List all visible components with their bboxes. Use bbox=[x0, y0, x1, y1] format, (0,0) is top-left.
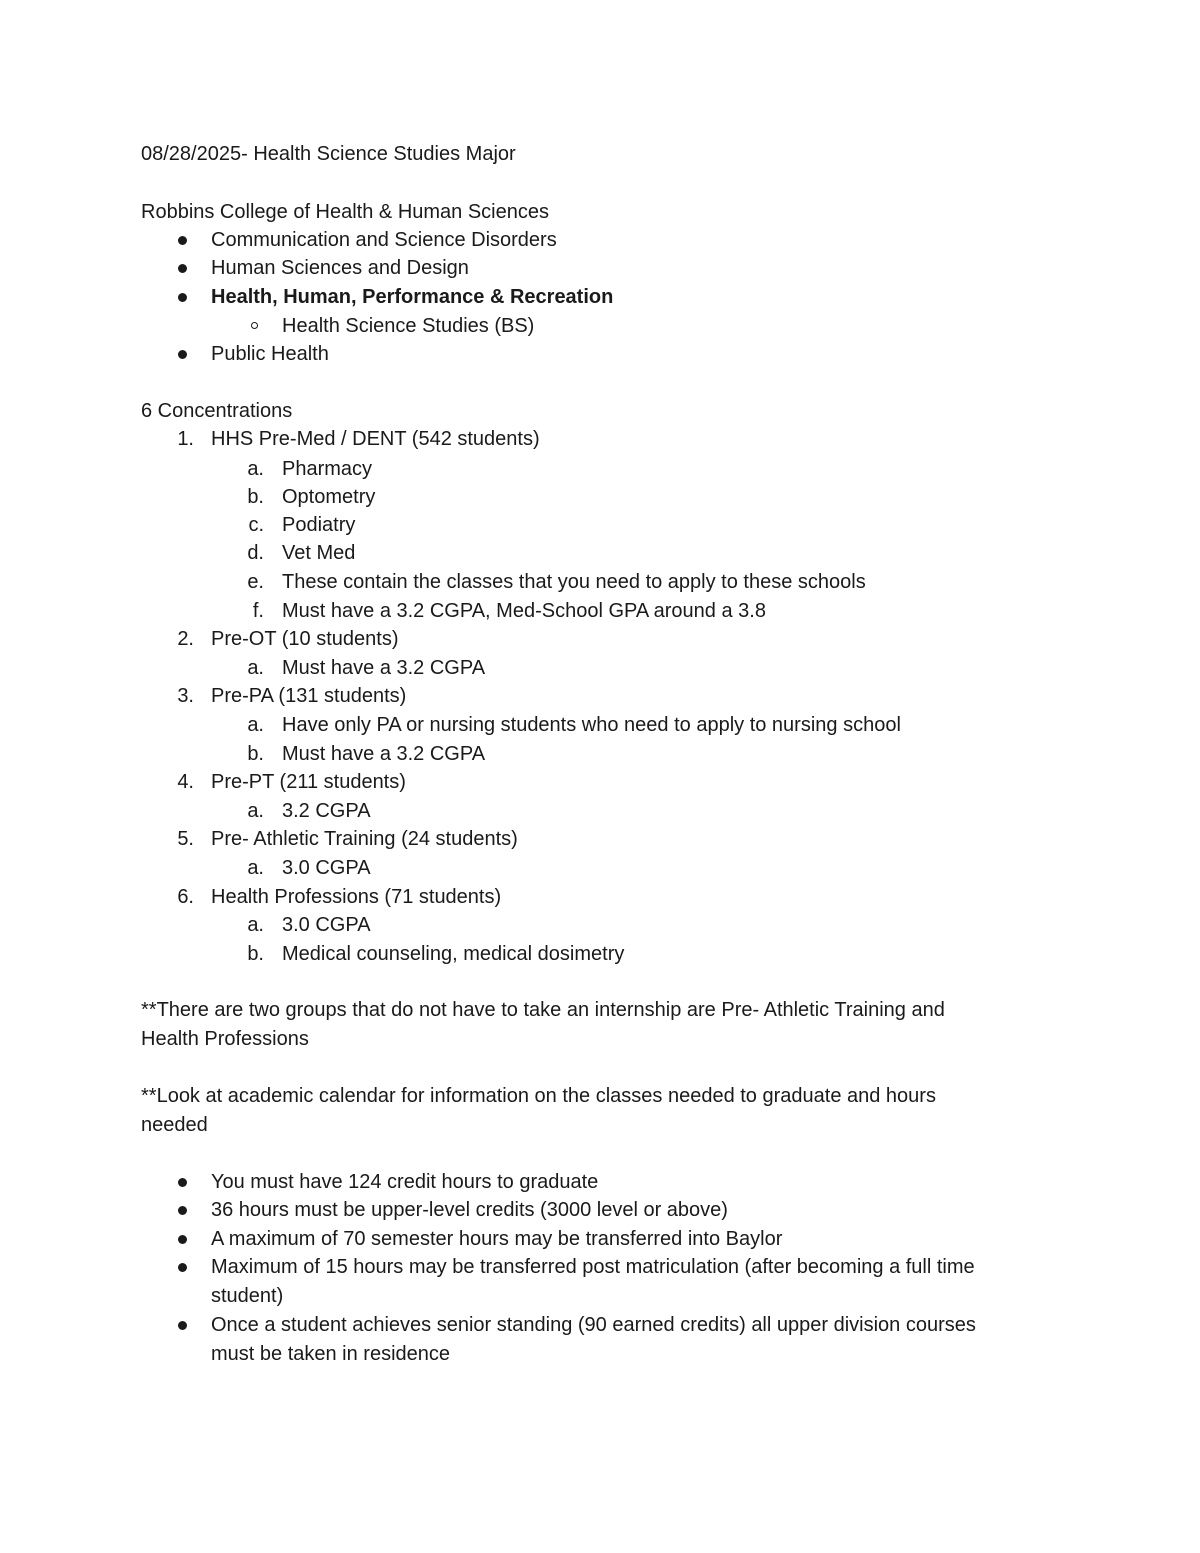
concentration-detail: Medical counseling, medical dosimetry bbox=[282, 943, 625, 965]
bullet-icon bbox=[178, 1235, 187, 1244]
list-letter: a. bbox=[247, 657, 264, 679]
concentrations-heading: 6 Concentrations bbox=[141, 400, 293, 422]
requirement-item: Maximum of 15 hours may be transferred post matriculation (after becoming a full time bbox=[211, 1256, 975, 1278]
concentration-item: Pre-PA (131 students) bbox=[211, 685, 407, 707]
concentration-detail: Optometry bbox=[282, 486, 376, 508]
hollow-bullet-icon bbox=[251, 322, 258, 329]
list-number: 4. bbox=[177, 771, 194, 793]
calendar-note: **Look at academic calendar for information on the classes needed to graduate and hours bbox=[141, 1085, 936, 1107]
list-letter: a. bbox=[247, 857, 264, 879]
college-name: Robbins College of Health & Human Sciences bbox=[141, 201, 549, 223]
page-title: 08/28/2025- Health Science Studies Major bbox=[141, 143, 516, 165]
list-letter: a. bbox=[247, 800, 264, 822]
bullet-icon bbox=[178, 350, 187, 359]
concentration-detail: These contain the classes that you need to apply to these schools bbox=[282, 571, 866, 593]
bullet-icon bbox=[178, 1321, 187, 1330]
requirement-item: 36 hours must be upper-level credits (3000 level or above) bbox=[211, 1199, 728, 1221]
list-number: 6. bbox=[177, 886, 194, 908]
concentration-detail: Podiatry bbox=[282, 514, 356, 536]
list-letter: f. bbox=[252, 600, 264, 622]
requirement-item: You must have 124 credit hours to graduate bbox=[211, 1171, 599, 1193]
list-number: 1. bbox=[177, 428, 194, 450]
bullet-icon bbox=[178, 1206, 187, 1215]
requirement-item-continued: student) bbox=[211, 1285, 284, 1307]
concentration-detail: Must have a 3.2 CGPA, Med-School GPA around a 3.8 bbox=[282, 600, 766, 622]
concentration-item: Pre-OT (10 students) bbox=[211, 628, 399, 650]
concentration-detail: 3.0 CGPA bbox=[282, 914, 371, 936]
concentration-detail: Pharmacy bbox=[282, 458, 373, 480]
bullet-icon bbox=[178, 293, 187, 302]
concentration-detail: 3.2 CGPA bbox=[282, 800, 371, 822]
concentration-item: Pre- Athletic Training (24 students) bbox=[211, 828, 518, 850]
concentration-detail: Have only PA or nursing students who need to apply to nursing school bbox=[282, 714, 901, 736]
requirement-item-continued: must be taken in residence bbox=[211, 1343, 451, 1365]
concentration-detail: Must have a 3.2 CGPA bbox=[282, 657, 486, 679]
concentration-detail: Must have a 3.2 CGPA bbox=[282, 743, 486, 765]
concentration-detail: Vet Med bbox=[282, 542, 356, 564]
list-letter: b. bbox=[247, 486, 264, 508]
bullet-icon bbox=[178, 1178, 187, 1187]
list-letter: a. bbox=[247, 914, 264, 936]
bullet-icon bbox=[178, 1263, 187, 1272]
concentration-detail: 3.0 CGPA bbox=[282, 857, 371, 879]
list-letter: a. bbox=[247, 714, 264, 736]
bullet-icon bbox=[178, 264, 187, 273]
list-number: 3. bbox=[177, 685, 194, 707]
list-letter: d. bbox=[247, 542, 264, 564]
concentration-item: HHS Pre-Med / DENT (542 students) bbox=[211, 428, 540, 450]
department-item: Communication and Science Disorders bbox=[211, 229, 557, 251]
list-number: 5. bbox=[177, 828, 194, 850]
requirement-item: A maximum of 70 semester hours may be transferred into Baylor bbox=[211, 1228, 783, 1250]
bullet-icon bbox=[178, 236, 187, 245]
department-item: Public Health bbox=[211, 343, 329, 365]
calendar-note-continued: needed bbox=[141, 1114, 208, 1136]
internship-note: **There are two groups that do not have to take an internship are Pre- Athletic Training and bbox=[141, 999, 945, 1021]
list-letter: b. bbox=[247, 943, 264, 965]
list-letter: b. bbox=[247, 743, 264, 765]
concentration-item: Health Professions (71 students) bbox=[211, 886, 502, 908]
department-item-highlighted: Health, Human, Performance & Recreation bbox=[211, 286, 614, 308]
requirement-item: Once a student achieves senior standing (90 earned credits) all upper division courses bbox=[211, 1314, 976, 1336]
list-letter: e. bbox=[247, 571, 264, 593]
list-letter: c. bbox=[248, 514, 264, 536]
list-number: 2. bbox=[177, 628, 194, 650]
program-item: Health Science Studies (BS) bbox=[282, 315, 535, 337]
list-letter: a. bbox=[247, 458, 264, 480]
concentration-item: Pre-PT (211 students) bbox=[211, 771, 406, 793]
department-item: Human Sciences and Design bbox=[211, 257, 469, 279]
internship-note-continued: Health Professions bbox=[141, 1028, 309, 1050]
